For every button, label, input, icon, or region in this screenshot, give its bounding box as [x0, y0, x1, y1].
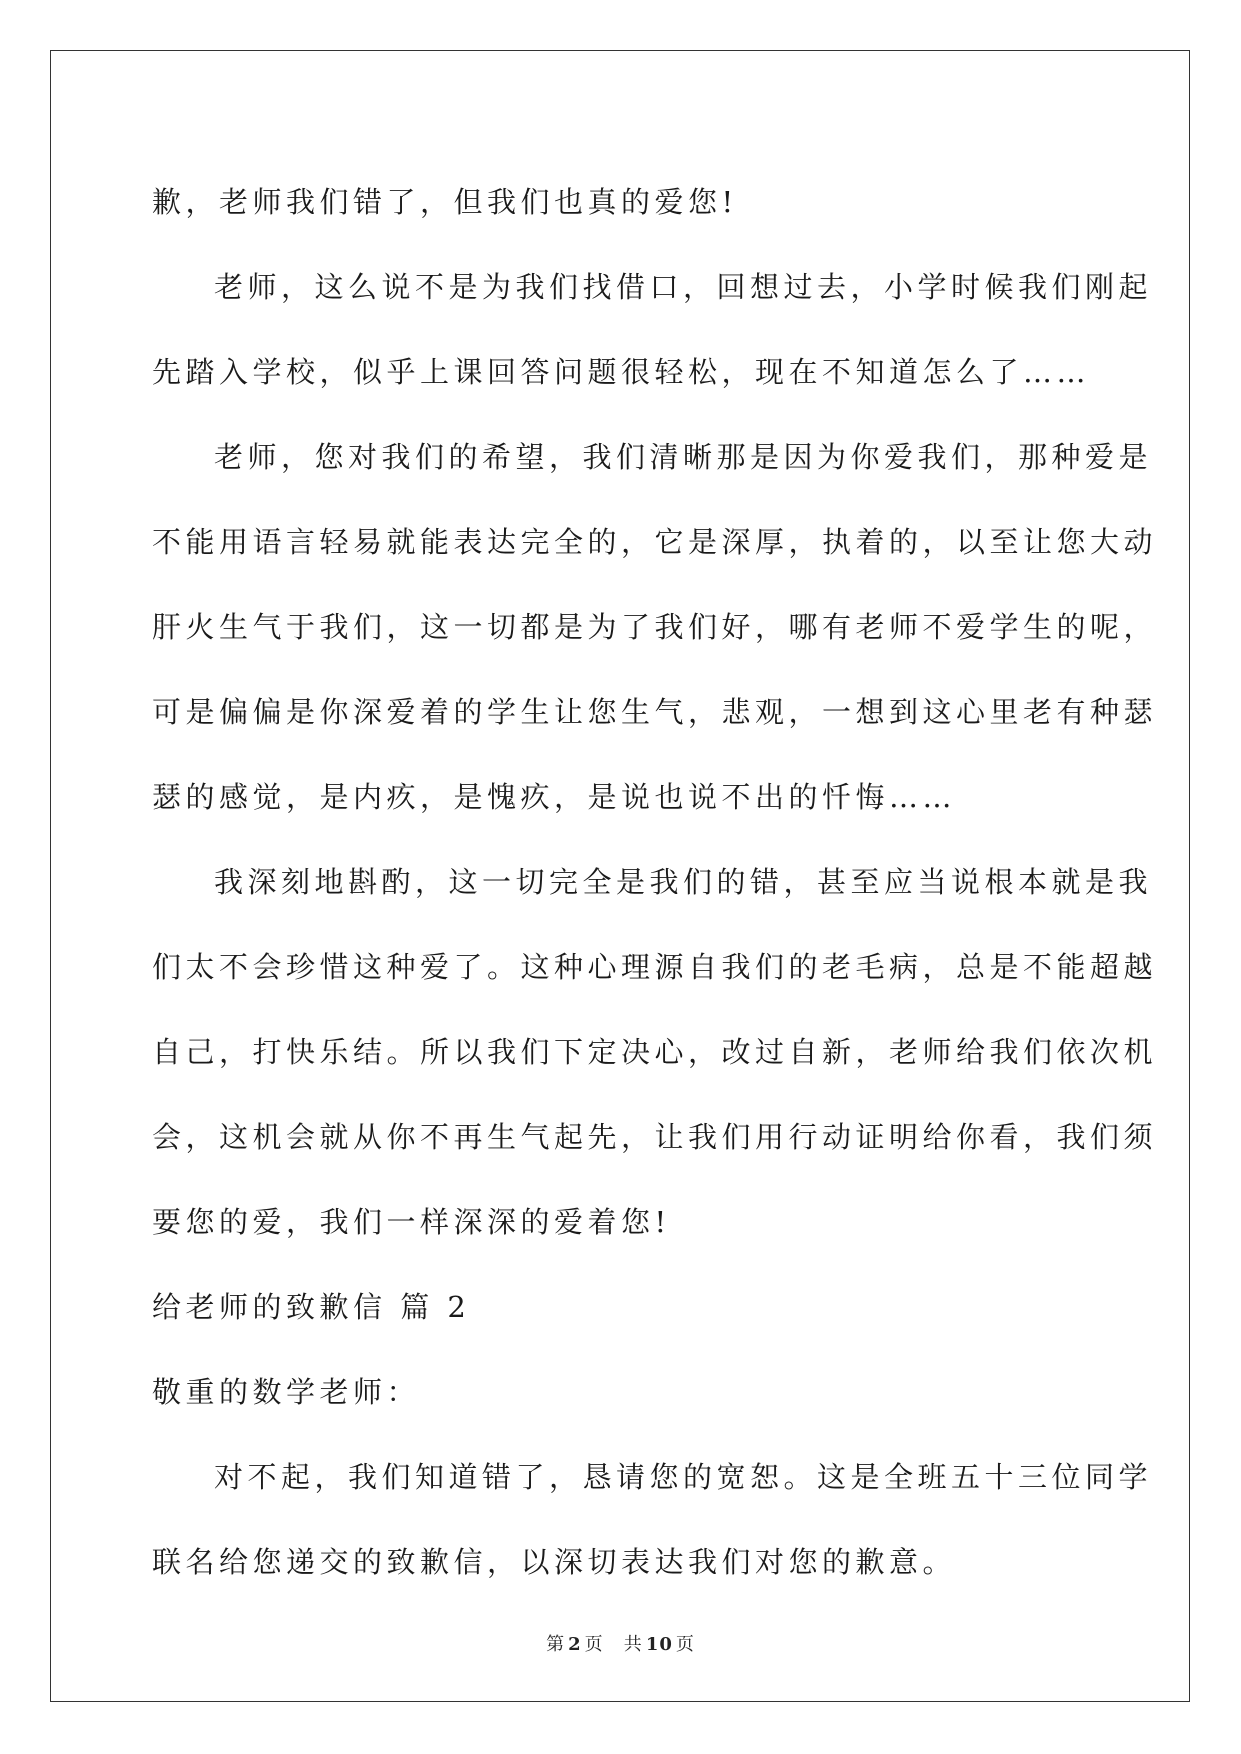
- section-heading: 给老师的致歉信 篇 2: [152, 1290, 471, 1324]
- text-line: 自己，打快乐结。所以我们下定决心，改过自新，老师给我们依次机: [152, 1035, 1158, 1069]
- text-line: 联名给您递交的致歉信，以深切表达我们对您的歉意。: [152, 1545, 957, 1579]
- total-pages-number: 10: [645, 1634, 673, 1655]
- text-line: 先踏入学校，似乎上课回答问题很轻松，现在不知道怎么了……: [152, 355, 1091, 389]
- text-line: 歉，老师我们错了，但我们也真的爱您!: [152, 185, 738, 219]
- footer-middle: 页 共: [584, 1634, 643, 1655]
- text-line: 老师，您对我们的希望，我们清晰那是因为你爱我们，那种爱是: [214, 440, 1153, 474]
- page-footer: [0, 1630, 1241, 1656]
- text-line: 要您的爱，我们一样深深的爱着您!: [152, 1205, 671, 1239]
- text-line: 肝火生气于我们，这一切都是为了我们好，哪有老师不爱学生的呢，: [152, 610, 1158, 644]
- text-line: 不能用语言轻易就能表达完全的，它是深厚，执着的，以至让您大动: [152, 525, 1158, 559]
- text-line: 会，这机会就从你不再生气起先，让我们用行动证明给你看，我们须: [152, 1120, 1158, 1154]
- text-line: 老师，这么说不是为我们找借口，回想过去，小学时候我们刚起: [214, 270, 1153, 304]
- text-line: 可是偏偏是你深爱着的学生让您生气，悲观，一想到这心里老有种瑟: [152, 695, 1158, 729]
- current-page-number: 2: [568, 1634, 582, 1655]
- salutation: 敬重的数学老师：: [152, 1375, 421, 1409]
- footer-suffix: 页: [675, 1634, 695, 1655]
- text-line: 对不起，我们知道错了，恳请您的宽恕。这是全班五十三位同学: [214, 1460, 1153, 1494]
- text-line: 我深刻地斟酌，这一切完全是我们的错，甚至应当说根本就是我: [214, 865, 1153, 899]
- text-line: 们太不会珍惜这种爱了。这种心理源自我们的老毛病，总是不能超越: [152, 950, 1158, 984]
- document-body: [152, 160, 1158, 1605]
- footer-prefix: 第: [546, 1634, 566, 1655]
- text-line: 瑟的感觉，是内疚，是愧疚，是说也说不出的忏悔……: [152, 780, 957, 814]
